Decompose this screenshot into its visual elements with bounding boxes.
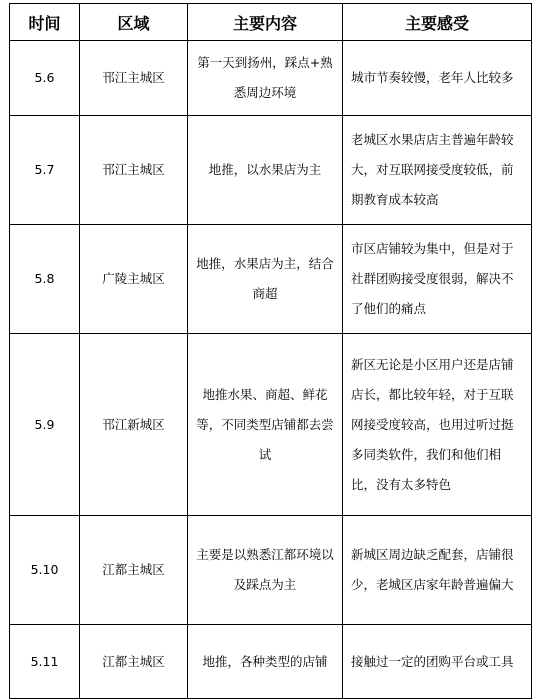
cell-time: 5.9 <box>10 334 80 516</box>
cell-content: 主要是以熟悉江都环境以及踩点为主 <box>188 516 343 625</box>
cell-content: 地推，水果店为主，结合商超 <box>188 225 343 334</box>
cell-region: 邗江主城区 <box>80 116 188 225</box>
table-row <box>10 225 532 334</box>
cell-feeling: 城市节奏较慢，老年人比较多 <box>343 41 532 116</box>
cell-feeling: 接触过一定的团购平台或工具 <box>343 625 532 699</box>
cell-feeling: 新区无论是小区用户还是店铺店长，都比较年轻，对于互联网接受度较高，也用过听过挺多同类软件，我们和他们相比，没有太多特色 <box>343 334 532 516</box>
header-content: 主要内容 <box>188 4 343 41</box>
header-row <box>10 4 532 41</box>
cell-region: 邗江新城区 <box>80 334 188 516</box>
cell-region: 邗江主城区 <box>80 41 188 116</box>
cell-feeling: 新城区周边缺乏配套，店铺很少，老城区店家年龄普遍偏大 <box>343 516 532 625</box>
cell-content: 地推水果、商超、鲜花等，不同类型店铺都去尝试 <box>188 334 343 516</box>
cell-content: 第一天到扬州，踩点+熟悉周边环境 <box>188 41 343 116</box>
cell-region: 江都主城区 <box>80 625 188 699</box>
table-row <box>10 41 532 116</box>
header-region: 区域 <box>80 4 188 41</box>
header-feeling: 主要感受 <box>343 4 532 41</box>
cell-feeling: 市区店铺较为集中，但是对于社群团购接受度很弱，解决不了他们的痛点 <box>343 225 532 334</box>
cell-time: 5.8 <box>10 225 80 334</box>
cell-content: 地推，各种类型的店铺 <box>188 625 343 699</box>
table-row <box>10 516 532 625</box>
cell-region: 江都主城区 <box>80 516 188 625</box>
table-row <box>10 334 532 516</box>
cell-time: 5.11 <box>10 625 80 699</box>
research-log-table <box>9 3 532 699</box>
header-time: 时间 <box>10 4 80 41</box>
cell-feeling: 老城区水果店店主普遍年龄较大，对互联网接受度较低，前期教育成本较高 <box>343 116 532 225</box>
cell-time: 5.7 <box>10 116 80 225</box>
cell-content: 地推，以水果店为主 <box>188 116 343 225</box>
cell-time: 5.6 <box>10 41 80 116</box>
cell-region: 广陵主城区 <box>80 225 188 334</box>
table-row <box>10 625 532 699</box>
cell-time: 5.10 <box>10 516 80 625</box>
table-row <box>10 116 532 225</box>
